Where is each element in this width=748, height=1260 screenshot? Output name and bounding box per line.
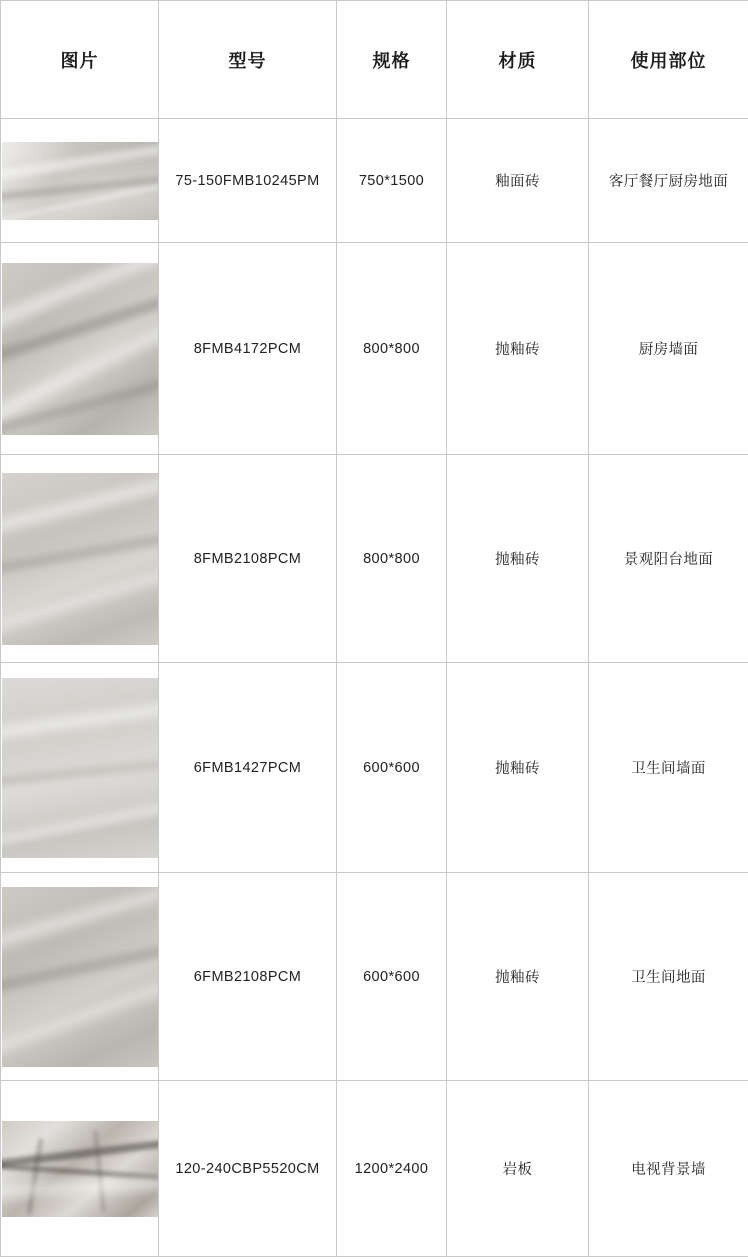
cell-material: 岩板 <box>447 1081 589 1257</box>
cell-usage: 卫生间墙面 <box>589 663 748 873</box>
column-header-image: 图片 <box>1 1 159 119</box>
cell-size: 1200*2400 <box>337 1081 447 1257</box>
tile-image-cell <box>1 1081 159 1257</box>
cell-material: 抛釉砖 <box>447 243 589 455</box>
cell-size: 750*1500 <box>337 119 447 243</box>
cell-usage: 景观阳台地面 <box>589 455 748 663</box>
cell-material: 釉面砖 <box>447 119 589 243</box>
table-row <box>1 455 748 663</box>
tile-image-cell <box>1 873 159 1081</box>
column-header-size: 规格 <box>337 1 447 119</box>
tile-image-cell <box>1 119 159 243</box>
table-header-row <box>1 1 748 119</box>
cell-model: 8FMB4172PCM <box>159 243 337 455</box>
tile-image-cell <box>1 455 159 663</box>
cell-model: 120-240CBP5520CM <box>159 1081 337 1257</box>
cell-material: 抛釉砖 <box>447 873 589 1081</box>
tile-swatch-image <box>2 473 158 645</box>
table-row <box>1 119 748 243</box>
column-header-model: 型号 <box>159 1 337 119</box>
table-row <box>1 663 748 873</box>
tile-image-cell <box>1 243 159 455</box>
cell-model: 8FMB2108PCM <box>159 455 337 663</box>
cell-model: 6FMB1427PCM <box>159 663 337 873</box>
cell-model: 6FMB2108PCM <box>159 873 337 1081</box>
tile-image-cell <box>1 663 159 873</box>
table-row <box>1 873 748 1081</box>
cell-size: 800*800 <box>337 455 447 663</box>
column-header-material: 材质 <box>447 1 589 119</box>
cell-material: 抛釉砖 <box>447 663 589 873</box>
tile-swatch-image <box>2 887 158 1067</box>
cell-size: 800*800 <box>337 243 447 455</box>
cell-size: 600*600 <box>337 663 447 873</box>
tile-swatch-image <box>2 1121 158 1217</box>
column-header-usage: 使用部位 <box>589 1 748 119</box>
cell-usage: 卫生间地面 <box>589 873 748 1081</box>
cell-usage: 厨房墙面 <box>589 243 748 455</box>
tile-swatch-image <box>2 678 158 858</box>
cell-model: 75-150FMB10245PM <box>159 119 337 243</box>
cell-usage: 电视背景墙 <box>589 1081 748 1257</box>
cell-size: 600*600 <box>337 873 447 1081</box>
cell-material: 抛釉砖 <box>447 455 589 663</box>
table-row <box>1 243 748 455</box>
cell-usage: 客厅餐厅厨房地面 <box>589 119 748 243</box>
tile-swatch-image <box>2 263 158 435</box>
tile-swatch-image <box>2 142 158 220</box>
table-row <box>1 1081 748 1257</box>
